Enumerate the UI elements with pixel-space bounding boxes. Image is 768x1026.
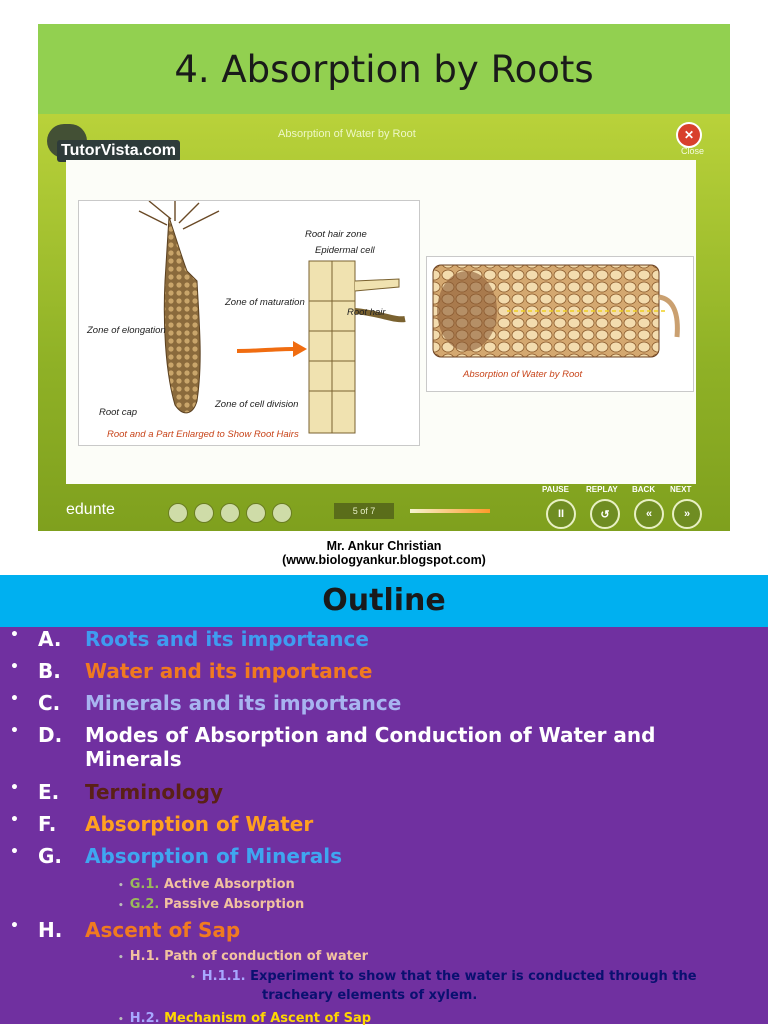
slide-title: 4. Absorption by Roots: [174, 48, 594, 91]
credit-name: Mr. Ankur Christian: [326, 539, 442, 553]
bullet: •: [10, 691, 19, 707]
outline-item: [10, 723, 750, 775]
subitem-number: H.1.1.: [201, 969, 246, 984]
sub-bullet: •: [118, 953, 124, 963]
outline-subitem: [118, 949, 368, 964]
outline-band: [0, 575, 768, 627]
nav-dot-2[interactable]: [194, 503, 214, 523]
subitem-text: Path of conduction of water: [164, 949, 369, 964]
outline-item: [10, 780, 750, 806]
subitem-number: H.2.: [129, 1011, 160, 1026]
outline-letter: A.: [38, 627, 62, 651]
sub-bullet: •: [118, 881, 124, 891]
replay-label: REPLAY: [586, 485, 618, 494]
subitem-text: Passive Absorption: [163, 897, 305, 912]
outline-item: [10, 918, 750, 944]
subitem-text: Experiment to show that the water is conducted through the: [250, 969, 697, 984]
label-root-hair: Root hair: [347, 307, 386, 318]
close-label: Close: [680, 146, 704, 156]
subitem-number: G.1.: [129, 877, 160, 892]
sub-bullet: •: [118, 1015, 124, 1025]
pause-button[interactable]: II: [546, 499, 576, 529]
outline-letter: G.: [38, 844, 63, 868]
label-zone-of-elongation: Zone of elongation: [87, 325, 166, 336]
absorption-figure: [426, 256, 694, 392]
subitem-text: Mechanism of Ascent of Sap: [164, 1011, 372, 1026]
outline-text: Minerals and its importance: [85, 691, 402, 715]
outline-item: [10, 844, 750, 870]
subitem-number: G.2.: [129, 897, 160, 912]
nav-dot-4[interactable]: [246, 503, 266, 523]
outline-letter: D.: [38, 723, 63, 747]
back-label: BACK: [632, 485, 656, 494]
outline-subitem: [190, 969, 697, 1003]
label-zone-of-maturation: Zone of maturation: [225, 297, 305, 308]
sub-bullet: •: [190, 973, 196, 983]
outline-subitem: [118, 897, 304, 912]
outline-letter: B.: [38, 659, 61, 683]
label-epidermal-cell: Epidermal cell: [315, 245, 375, 256]
bullet: •: [10, 723, 19, 739]
close-button[interactable]: ✕: [676, 122, 702, 148]
subitem-number: H.1.: [129, 949, 160, 964]
title-band: [38, 24, 730, 116]
animation-stage: [66, 160, 696, 484]
volume-slider[interactable]: [410, 509, 490, 513]
outline-letter: C.: [38, 691, 61, 715]
root-figure: [78, 200, 420, 446]
outline-text: Ascent of Sap: [85, 918, 241, 942]
bullet: •: [10, 918, 19, 934]
credit-url: (www.biologyankur.blogspot.com): [282, 553, 486, 567]
next-label: NEXT: [670, 485, 692, 494]
outline-text: Absorption of Minerals: [85, 844, 343, 868]
outline-subitem: [118, 877, 295, 892]
nav-dot-1[interactable]: [168, 503, 188, 523]
next-button[interactable]: »: [672, 499, 702, 529]
animation-player: [38, 114, 730, 531]
player-controls: [38, 485, 730, 531]
left-figure-caption: Root and a Part Enlarged to Show Root Hairs: [107, 429, 299, 440]
bullet: •: [10, 812, 19, 828]
bullet: •: [10, 780, 19, 796]
replay-button[interactable]: ↺: [590, 499, 620, 529]
outline-text: Terminology: [85, 780, 224, 804]
edunte-logo: edunte: [66, 501, 115, 518]
outline-letter: F.: [38, 812, 57, 836]
label-zone-of-cell-division: Zone of cell division: [215, 399, 299, 410]
label-root-cap: Root cap: [99, 407, 138, 418]
outline-text: Water and its importance: [85, 659, 373, 683]
subitem-text: Active Absorption: [163, 877, 295, 892]
outline-item: [10, 627, 750, 653]
subitem-text-continued: tracheary elements of xylem.: [262, 988, 478, 1003]
credit: [0, 539, 768, 567]
outline-text-continued: Minerals: [85, 747, 182, 771]
bullet: •: [10, 659, 19, 675]
logo-text: TutorVista.com: [57, 140, 180, 162]
back-button[interactable]: «: [634, 499, 664, 529]
page-indicator: 5 of 7: [334, 503, 394, 519]
outline-title: Outline: [322, 583, 446, 618]
nav-dot-3[interactable]: [220, 503, 240, 523]
slide-2: [0, 575, 768, 1024]
outline-text: Modes of Absorption and Conduction of Water and: [85, 723, 656, 747]
nav-dot-5[interactable]: [272, 503, 292, 523]
outline-item: [10, 812, 750, 838]
right-figure-caption: Absorption of Water by Root: [463, 369, 583, 380]
player-caption: Absorption of Water by Root: [278, 128, 416, 140]
pause-label: PAUSE: [542, 485, 569, 494]
bullet: •: [10, 844, 19, 860]
sub-bullet: •: [118, 901, 124, 911]
outline-item: [10, 659, 750, 685]
outline-text: Roots and its importance: [85, 627, 369, 651]
label-root-hair-zone: Root hair zone: [305, 229, 367, 240]
outline-text: Absorption of Water: [85, 812, 314, 836]
outline-item: [10, 691, 750, 717]
tutorvista-logo: [47, 124, 187, 164]
bullet: •: [10, 627, 19, 643]
outline-letter: H.: [38, 918, 63, 942]
outline-letter: E.: [38, 780, 60, 804]
